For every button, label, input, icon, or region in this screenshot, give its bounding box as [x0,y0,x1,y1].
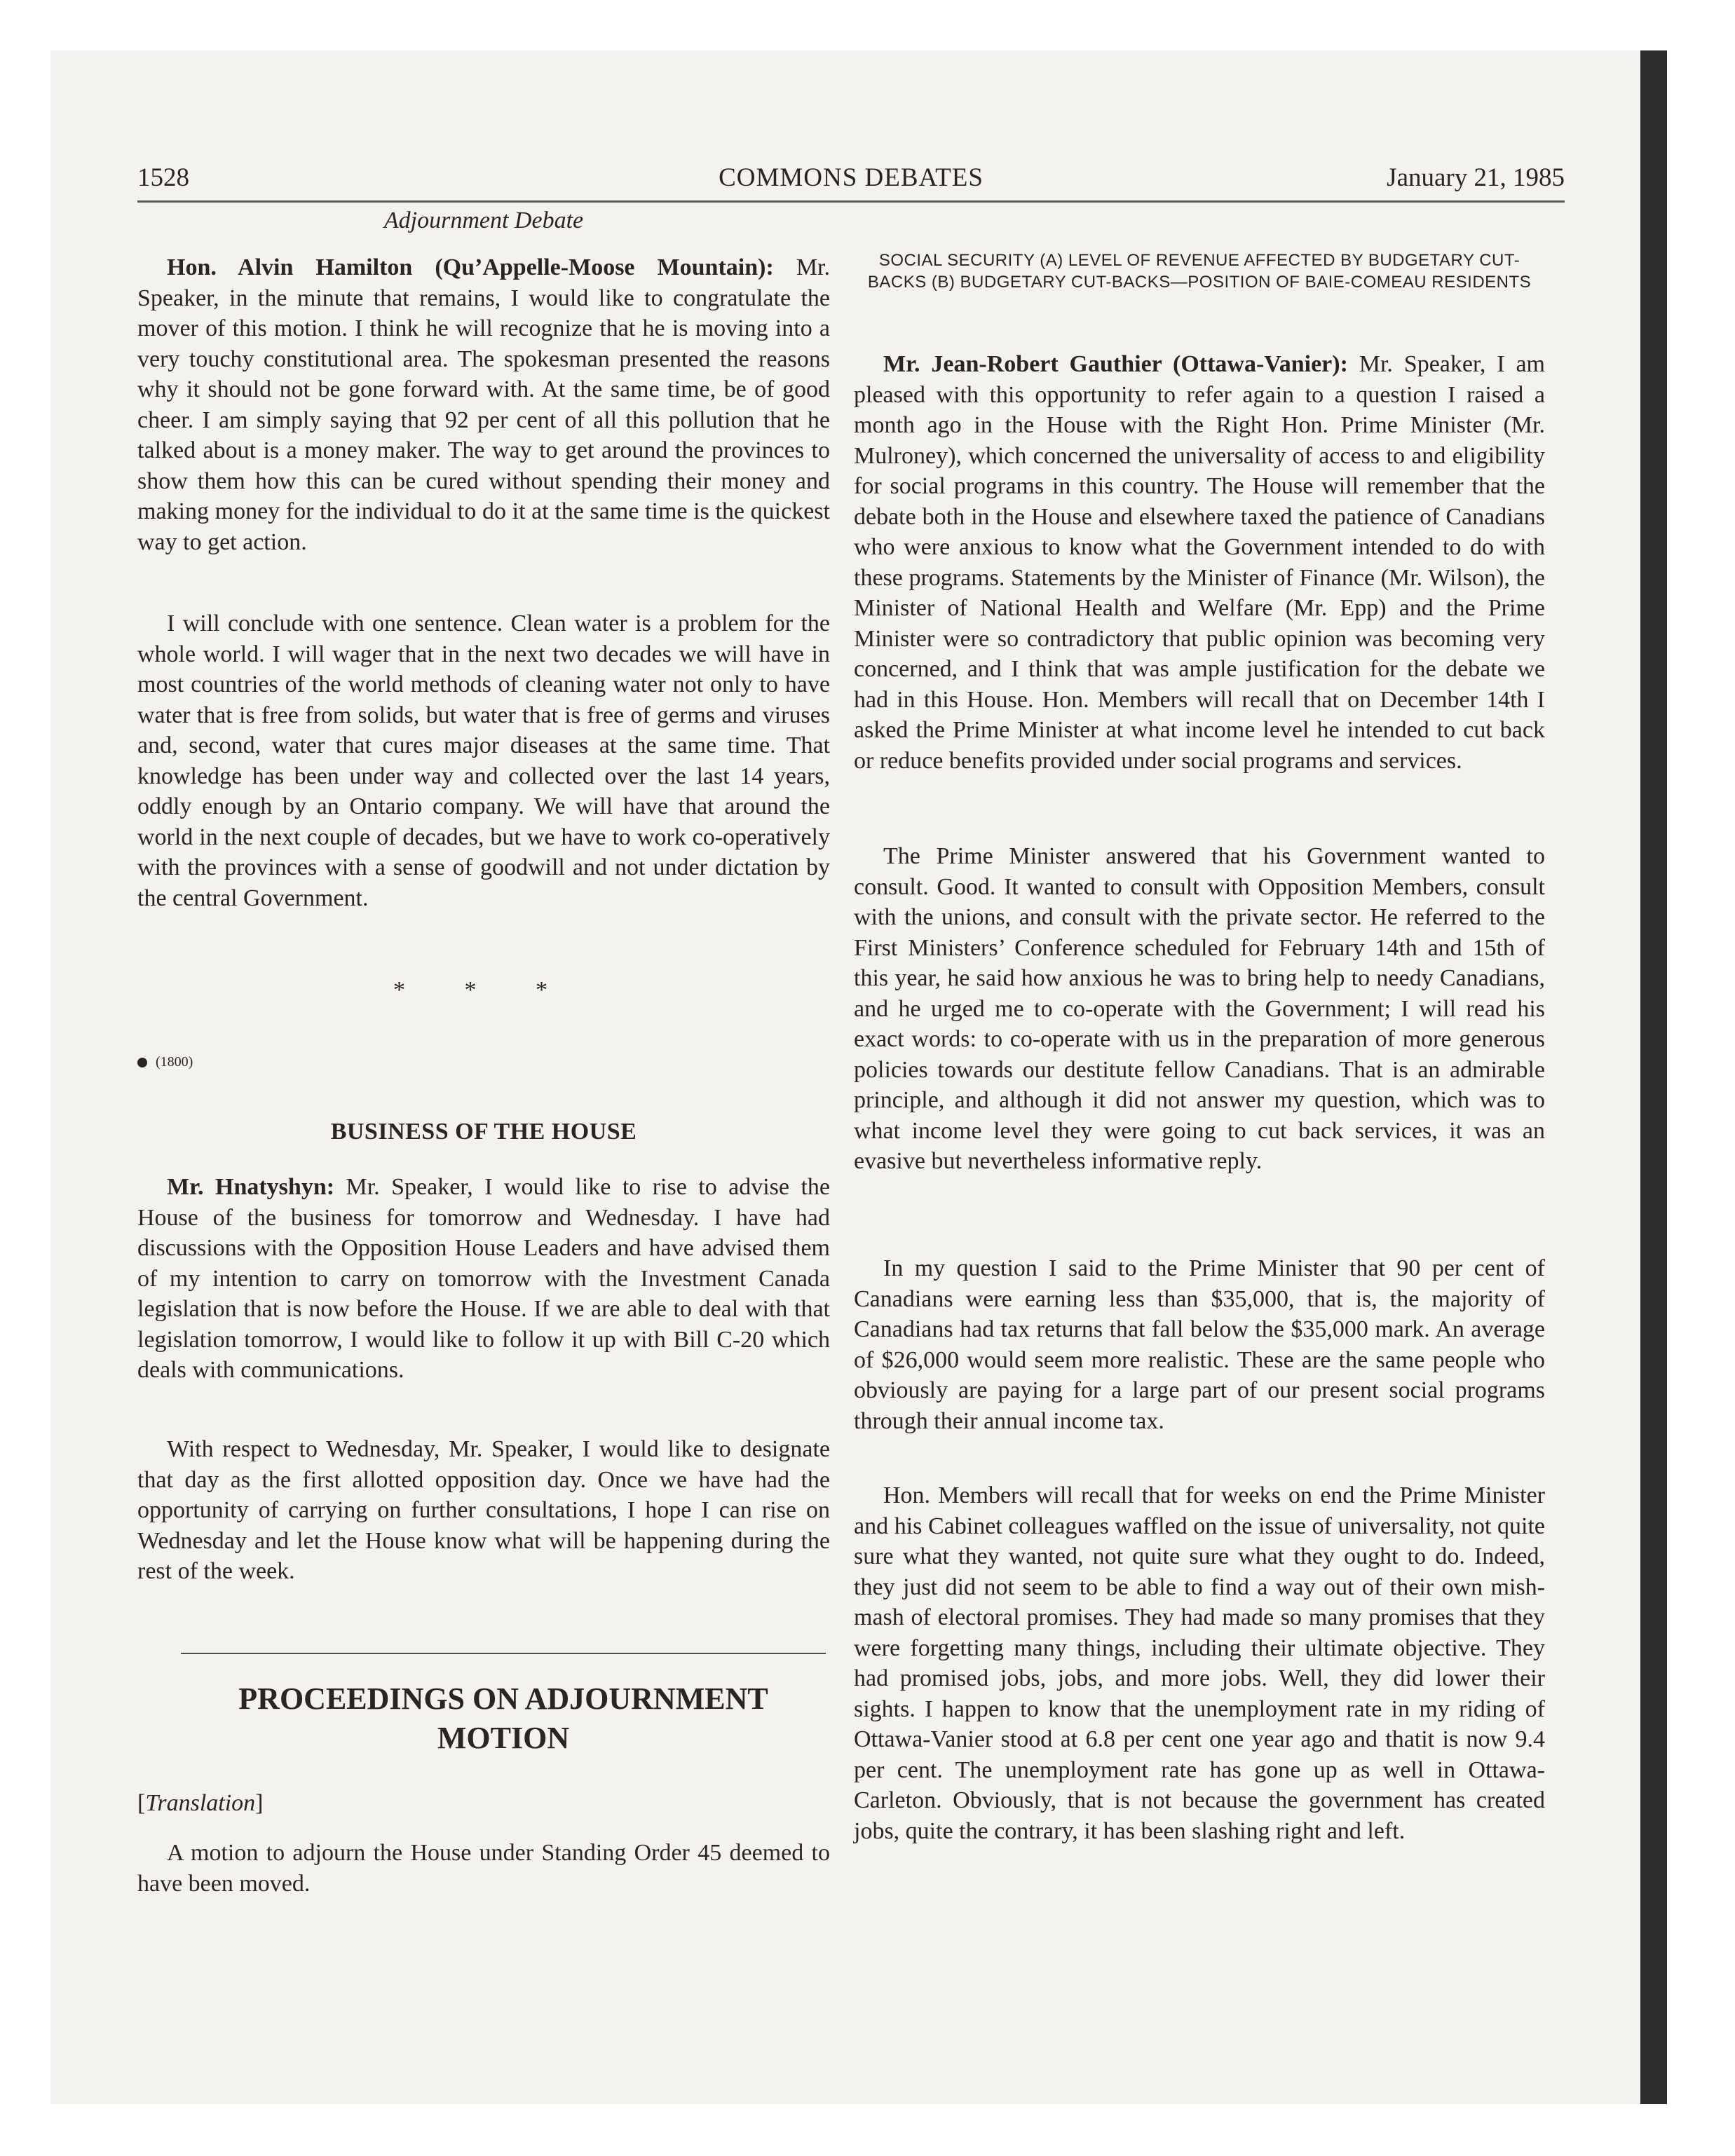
hnatyshyn-paragraph-2: With respect to Wednesday, Mr. Speaker, I would like to designate that day as the first allotted opposition day. Once we have had the opportunity of carrying on further consultations, I hope I can rise on Wednesday and let the House know what will be happening during the rest of the week. [137,1436,830,1584]
hamilton-paragraph-1 [137,252,830,557]
hnatyshyn-speech-continued [137,1434,830,1587]
issue-date: January 21, 1985 [1387,163,1565,192]
gauthier-speech-p3 [854,1253,1545,1436]
gauthier-paragraph-4: Hon. Members will recall that for weeks on end the Prime Minister and his Cabinet colleagues waffled on the issue of universality, not quite sure what they wanted, not quite sure what they ought to do. Indeed, they just did not seem to be able to find a way out of their own mish-mash of electoral promises. They had made so many promises that they were forgetting many things, including their ultimate objective. They had promised jobs, jobs, and more jobs. Well, they did lower their sights. I happen to know that the unemployment rate in my riding of Ottawa-Vanier stood at 6.8 per cent one year ago and thatit is now 9.4 per cent. The unemployment rate has gone up as well in Ottawa-Carleton. Obviously, that is not because the government has created jobs, quite the contrary, it has been slashing right and left. [854,1482,1545,1844]
hnatyshyn-speech [137,1172,830,1386]
running-header [137,160,1565,196]
translation-label: Translation [145,1790,256,1816]
motion-text: A motion to adjourn the House under Standing Order 45 deemed to have been moved. [137,1840,830,1897]
section-label [137,207,830,234]
hnatyshyn-paragraph-1 [137,1172,830,1386]
scan-edge-shadow [1640,50,1667,2104]
speech-text: Mr. Speaker, I would like to rise to advise the House of the business for tomorrow and Wednesday. I have had discussions with the Opposition House Leaders and have advised them of my intention to carry on tomorrow with the Investment Canada legislation that is now before the House. If we are able to deal with that legislation tomorrow, I would like to follow it up with Bill C-20 which deals with communications. [137,1174,830,1383]
gauthier-speech-p4 [854,1480,1545,1846]
speech-text: Mr. Speaker, in the minute that remains, I would like to congratulate the mover of this motion. I think he will recognize that he is moving into a very touchy constitutional area. The spokesman presented the reasons why it should not be gone forward with. At the same time, be of good cheer. I am simply saying that 92 per cent of all this pollution that he talked about is a money maker. The way to get around the provinces to show them how this can be cured without spending their money and making money for the individual to do it at the same time is the quickest way to get action. [137,254,830,555]
speech-text: Mr. Speaker, I am pleased with this opportunity to refer again to a question I raised a month ago in the House with the Right Hon. Prime Minister (Mr. Mulroney), which concerned the universality of access to and eligibility for social programs in this country. The House will remember that the debate both in the House and elsewhere taxed the patience of Canadians who were anxious to know what the Government intended to do with these programs. Statements by the Minister of Finance (Mr. Wilson), the Minister of National Health and Welfare (Mr. Epp) and the Prime Minister were so contradictory that public opinion was becoming very concerned, and I think that was ample justification for the debate we had in this House. Hon. Members will recall that on December 14th I asked the Prime Minister at what income level he intended to cut back or reduce benefits provided under social programs and services. [854,351,1545,774]
time-marker-text: (1800) [156,1054,193,1070]
gauthier-speech [854,349,1545,776]
bracket-open: [ [137,1790,146,1816]
gauthier-paragraph-3: In my question I said to the Prime Minister that 90 per cent of Canadians were earning less than $35,000, that is, the majority of Canadians had tax returns that fall below the $35,000 mark. An average of $26,000 would seem more realistic. These are the same people who obviously are paying for a large part of our present social programs through their annual income tax. [854,1255,1545,1434]
gauthier-paragraph-2: The Prime Minister answered that his Government wanted to consult. Good. It wanted to consult with Opposition Members, consult with the unions, and consult with the private sector. He referred to the First Ministers’ Conference scheduled for February 14th and 15th of this year, he said how anxious he was to bring help to needy Canadians, and he urged me to co-operate with the Government; I will read his exact words: to co-operate with us in the preparation of more generous policies towards our destitute fellow Canadians. That is an admirable principle, and although it did not answer my question, which was to what income level they were going to cut back services, it was an evasive but nevertheless informative reply. [854,843,1545,1174]
speaker-name: Hon. Alvin Hamilton (Qu’Appelle-Moose Mountain): [167,254,774,280]
business-heading-block [137,1119,830,1145]
hamilton-speech-continued [137,608,830,913]
section-break [137,977,830,1004]
social-security-heading-block [854,250,1545,293]
adjournment-debate-label: Adjournment Debate [383,207,584,233]
publication-title: COMMONS DEBATES [719,163,984,192]
gauthier-paragraph-1 [854,349,1545,776]
asterisk-divider: * * * [393,977,574,1003]
proceedings-heading: PROCEEDINGS ON ADJOURNMENT MOTION [238,1681,768,1755]
bracket-close: ] [255,1790,264,1816]
bullet-icon [137,1058,147,1067]
section-rule [181,1653,826,1654]
hamilton-speech [137,252,830,557]
business-of-the-house-heading: BUSINESS OF THE HOUSE [330,1119,637,1145]
proceedings-heading-block [181,1679,826,1758]
social-security-heading: SOCIAL SECURITY (A) LEVEL OF REVENUE AFFECTED BY BUDGETARY CUT-BACKS (B) BUDGETARY CUT-BACKS—POSITION OF BAIE-COMEAU RESIDENTS [867,251,1532,292]
motion-block [137,1838,830,1899]
translation-note [137,1790,830,1817]
speaker-name: Mr. Hnatyshyn: [167,1174,335,1200]
page-number: 1528 [137,163,189,192]
hamilton-paragraph-2: I will conclude with one sentence. Clean water is a problem for the whole world. I will wager that in the next two decades we will have in most countries of the world methods of cleaning water not only to have water that is free from solids, but water that is free of germs and viruses and, second, water that cures major diseases at the same time. That knowledge has been under way and collected over the last 14 years, oddly enough by an Ontario company. We will have that around the world in the next couple of decades, but we have to work co-operatively with the provinces with a sense of goodwill and not under dictation by the central Government. [137,610,830,911]
speaker-name: Mr. Jean-Robert Gauthier (Ottawa-Vanier): [883,351,1348,377]
header-rule [137,200,1565,203]
time-marker [137,1054,830,1070]
gauthier-speech-p2 [854,841,1545,1177]
